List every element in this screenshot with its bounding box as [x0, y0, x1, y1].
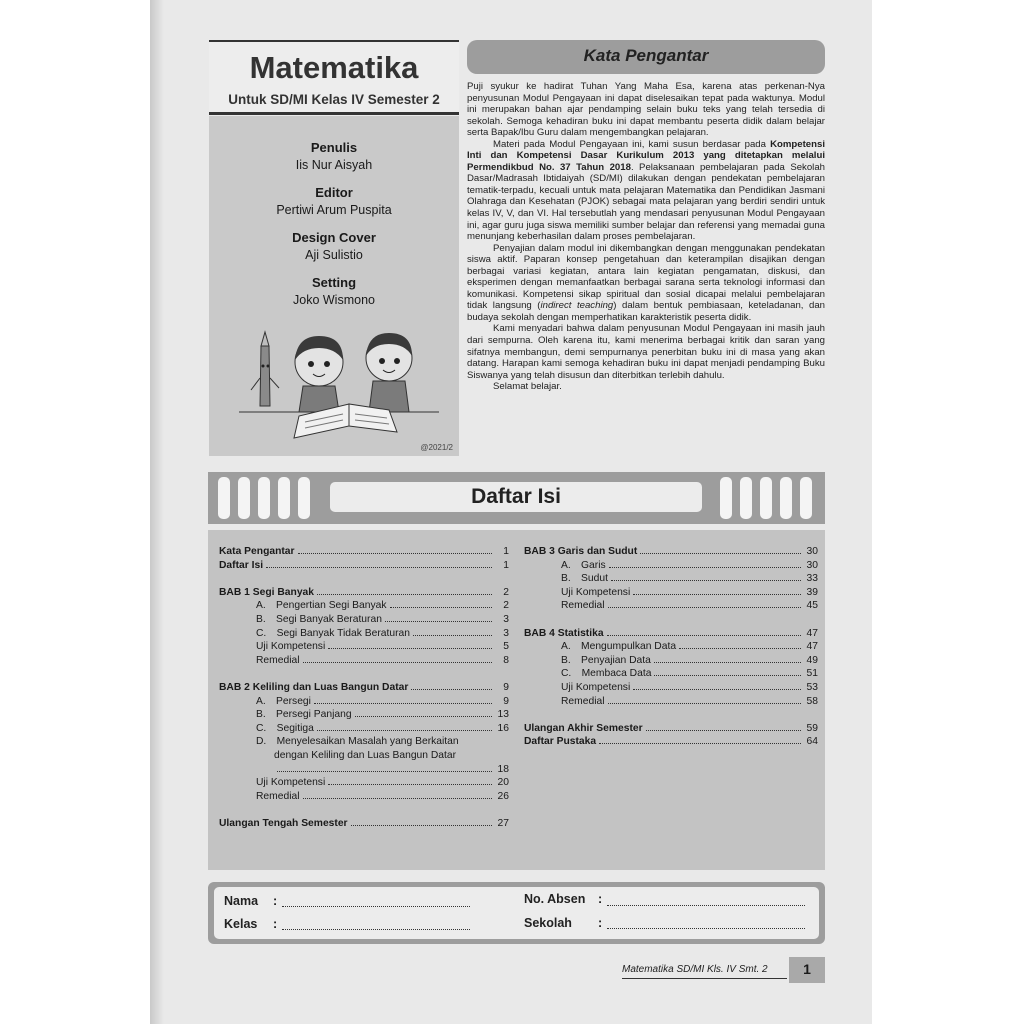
toc-leader-dots [317, 730, 492, 731]
toc-entry [524, 734, 818, 747]
toc-entry-label: dengan Keliling dan Luas Bangun Datar [274, 750, 457, 761]
toc-entry [524, 544, 818, 557]
toc-entry-label: B. Sudut [561, 573, 608, 585]
toc-entry-label: BAB 4 Statistika [524, 627, 604, 639]
footer-book-title: Matematika SD/MI Kls. IV Smt. 2 [622, 964, 768, 975]
toc-leader-dots [385, 621, 492, 622]
toc-entry-label: A. Persegi [256, 695, 311, 707]
toc-entry-label: A. Garis [561, 559, 606, 571]
toc-banner [208, 472, 825, 524]
toc-entry-label: C. Segi Banyak Tidak Beraturan [256, 627, 410, 639]
child-right-icon [366, 333, 412, 412]
toc-panel [208, 530, 825, 870]
toc-entry-page: 1 [503, 559, 509, 571]
preface-p3-start: Penyajian dalam modul ini dikembangkan dengan menggunakan pendekatan siswa aktif. Paparan konsep pengetahuan dan keterampilan disajikan dengan berbagai variasi kegiatan, antara lain kegiatan pengamatan, diskusi, dan eksperimen dengan memanfaatkan berbagai sarana serta teknologi informasi dan komunikasi. Kompetensi sikap spiritual dan sosial dicapai melalui pembelajaran tidak langsung ( [467, 242, 825, 312]
preface-paragraph-3 [467, 243, 825, 324]
toc-entry-page: 53 [806, 682, 818, 693]
toc-leader-dots [607, 635, 801, 636]
toc-entry-label: Daftar Isi [219, 559, 264, 571]
toc-entry-page: 1 [503, 546, 509, 557]
toc-entry [256, 653, 509, 666]
cover-subtitle: Untuk SD/MI Kelas IV Semester 2 [228, 92, 440, 107]
toc-entry-label: Uji Kompetensi [256, 777, 326, 789]
toc-entry-page: 3 [503, 627, 509, 639]
toc-entry-page: 59 [806, 722, 818, 734]
preface-header [467, 40, 825, 74]
toc-entry [256, 775, 509, 788]
toc-entry-page: 26 [497, 790, 509, 802]
toc-entry-page: 30 [806, 559, 818, 571]
toc-entry [219, 558, 509, 571]
toc-title-pill [330, 482, 702, 512]
page-edge-shadow [150, 0, 164, 1024]
absen-field[interactable] [607, 905, 805, 906]
toc-entry-label: B. Segi Banyak Beraturan [256, 614, 382, 625]
toc-entry [561, 571, 818, 584]
toc-entry-page: 20 [497, 777, 509, 789]
toc-entry-label: BAB 2 Keliling dan Luas Bangun Datar [219, 682, 409, 693]
toc-entry [561, 558, 818, 571]
absen-colon: : [598, 892, 603, 906]
credit-name-editor: Pertiwi Arum Puspita [276, 203, 392, 217]
toc-entry [561, 598, 818, 611]
preface-p2-bold: Kompetensi Inti dan Kompetensi Dasar Kurikulum 2013 yang ditetapkan melalui Permendikbud No. 37 Tahun 2018 [467, 138, 825, 173]
toc-entry [561, 666, 818, 679]
sekolah-colon: : [598, 916, 603, 930]
preface-paragraph-4: Kami menyadari bahwa dalam penyusunan Modul Pengayaan ini masih jauh dari sempurna. Oleh karena itu, kami menerima berbagai kritik dan saran yang sifatnya membangun, demi sempurnanya penerbitan buku ini di masa yang akan datang. Harapan kami semoga kehadiran buku ini dapat menjadi pendamping Buku Siswanya yang telah disusun dan diterbitkan terlebih dahulu. [467, 323, 825, 381]
toc-entry-label: B. Penyajian Data [561, 654, 651, 666]
toc-entry-page: 39 [806, 586, 818, 598]
toc-leader-dots [609, 567, 801, 568]
toc-entry-label: C. Membaca Data [561, 668, 652, 680]
student-info-inner [214, 887, 819, 939]
toc-leader-dots [277, 771, 492, 772]
toc-entry-label: Uji Kompetensi [561, 586, 631, 598]
toc-entry-label: Remedial [561, 600, 605, 612]
toc-entry-page: 47 [806, 627, 818, 639]
toc-leader-dots [303, 662, 493, 663]
toc-entry [274, 748, 509, 761]
toc-entry-label: Remedial [256, 654, 300, 666]
toc-leader-dots [611, 580, 801, 581]
toc-entry-page: 58 [806, 695, 818, 707]
toc-leader-dots [303, 798, 493, 799]
toc-entry-label: Remedial [561, 695, 605, 707]
toc-entry-page: 18 [497, 763, 509, 775]
toc-leader-dots [413, 635, 492, 636]
toc-leader-dots [411, 689, 492, 690]
toc-entry [274, 762, 509, 775]
toc-entry-label: B. Persegi Panjang [256, 709, 352, 721]
toc-leader-dots [608, 607, 802, 608]
toc-entry-page: 2 [503, 600, 509, 612]
toc-leader-dots [351, 825, 492, 826]
absen-label: No. Absen [524, 892, 586, 906]
toc-entry-page: 45 [806, 600, 818, 612]
toc-leader-dots [633, 689, 801, 690]
toc-leader-dots [390, 607, 492, 608]
pencil-character-icon [251, 332, 279, 406]
toc-entry [256, 626, 509, 639]
toc-entry [219, 585, 509, 598]
cover-card [209, 40, 459, 456]
toc-entry-label: A. Mengumpulkan Data [561, 641, 677, 653]
toc-leader-dots [654, 675, 801, 676]
preface-title: Kata Pengantar [583, 46, 709, 65]
toc-entry-page: 9 [503, 695, 509, 707]
toc-title: Daftar Isi [471, 485, 561, 508]
toc-entry [524, 626, 818, 639]
sekolah-label: Sekolah [524, 916, 572, 930]
toc-leader-dots [679, 648, 801, 649]
preface-p3-italic: indirect teaching [540, 300, 614, 312]
toc-entry-label: Uji Kompetensi [561, 682, 631, 693]
kelas-label: Kelas [224, 917, 258, 931]
preface-paragraph-2 [467, 139, 825, 243]
toc-entry [561, 694, 818, 707]
cover-title-box [209, 40, 459, 115]
toc-entry [256, 612, 509, 625]
preface-closing: Selamat belajar. [493, 381, 562, 393]
toc-leader-dots [640, 553, 801, 554]
toc-leader-dots [298, 553, 492, 554]
toc-entry-page: 47 [806, 641, 818, 653]
toc-entry [256, 721, 509, 734]
credit-name-design: Aji Sulistio [305, 248, 363, 262]
toc-leader-dots [317, 594, 492, 595]
toc-leader-dots [608, 703, 802, 704]
toc-leader-dots [328, 648, 492, 649]
toc-entry [219, 680, 509, 693]
toc-banner-bars-left [218, 477, 310, 519]
toc-entry-page: 16 [497, 722, 509, 734]
toc-leader-dots [314, 703, 492, 704]
toc-entry-label: Uji Kompetensi [256, 641, 326, 653]
toc-entry [561, 653, 818, 666]
kelas-field[interactable] [282, 929, 470, 930]
toc-entry-page: 30 [806, 546, 818, 557]
toc-entry [561, 680, 818, 693]
toc-entry-page: 5 [503, 641, 509, 653]
page-number-box [789, 957, 825, 983]
credit-name-writer: Iis Nur Aisyah [295, 158, 373, 172]
credit-name-setting: Joko Wismono [293, 293, 375, 307]
toc-entry-label: Daftar Pustaka [524, 736, 597, 748]
toc-entry [256, 694, 509, 707]
footer-rule [622, 978, 787, 979]
toc-leader-dots [328, 784, 492, 785]
toc-leader-dots [599, 743, 801, 744]
toc-leader-dots [266, 567, 492, 568]
preface-paragraph-1: Puji syukur ke hadirat Tuhan Yang Maha Esa, karena atas perkenan-Nya penyusunan Modul Pengayaan ini dapat diselesaikan tepat pada waktunya. Modul ini merupakan bahan ajar pendamping selain buku teks yang telah tersedia di sekolah. Semoga kehadiran buku ini dapat membantu peserta didik dalam belajar serta Bapak/Ibu Guru dalam mengembangkan pelajaran. [467, 81, 825, 139]
toc-entry-page: 27 [497, 818, 509, 829]
toc-entry-page: 64 [806, 736, 818, 748]
toc-entry-page: 2 [503, 586, 509, 598]
toc-leader-dots [355, 716, 492, 717]
cover-title: Matematika [249, 50, 419, 85]
toc-entry [219, 544, 509, 557]
toc-entry-page: 49 [806, 654, 818, 666]
credit-role-editor: Editor [315, 185, 353, 200]
nama-field[interactable] [282, 906, 470, 907]
toc-entry-label: Ulangan Akhir Semester [524, 722, 643, 734]
toc-banner-bars-right [720, 477, 812, 519]
toc-entry [256, 789, 509, 802]
toc-entry [561, 585, 818, 598]
nama-colon: : [273, 894, 278, 908]
preface-p2-start: Materi pada Modul Pengayaan ini, kami susun berdasar pada [493, 138, 771, 150]
toc-entry-page: 3 [503, 614, 509, 625]
toc-entry-page: 8 [503, 654, 509, 666]
children-reading-illustration [239, 326, 439, 448]
toc-entry-label: A. Pengertian Segi Banyak [256, 600, 387, 612]
credit-role-setting: Setting [311, 275, 357, 290]
toc-entry-label: Remedial [256, 790, 300, 802]
toc-leader-dots [646, 730, 801, 731]
preface-p3-end: ) dalam bentuk pembiasaan, keteladanan, dan budaya sekolah dengan memperhatikan karakteristik peserta didik. [467, 300, 825, 323]
toc-entry [256, 639, 509, 652]
toc-leader-dots [633, 594, 801, 595]
toc-entry [219, 816, 509, 829]
toc-leader-dots [654, 662, 801, 663]
toc-entry [561, 639, 818, 652]
page-number: 1 [803, 961, 811, 977]
cover-code: @2021/2 [420, 443, 453, 452]
toc-entry [256, 598, 509, 611]
student-info-box [208, 882, 825, 944]
toc-entry-label: D. Menyelesaikan Masalah yang Berkaitan [256, 736, 459, 748]
toc-entry-label: Ulangan Tengah Semester [219, 818, 348, 829]
preface-p2-end: . Pelaksanaan pembelajaran pada Sekolah Dasar/Madrasah Ibtidaiyah (SD/MI) dilakukan dengan pendekatan pembelajaran tematik-terpadu, kecuali untuk mata pelajaran Matematika dan Pendidikan Jasmani Olahraga dan Kesehatan (PJOK) sebagai mata pelajaran yang berdiri sendiri untuk kelas IV, V, dan VI. Hal tersebutlah yang mendasari penyusunan Modul Pengayaan ini, agar guru juga siswa memiliki sumber belajar dan referensi yang memadai guna menunjang keberhasilan dalam proses pembelajaran. [467, 161, 825, 243]
cover-credits-panel [209, 116, 459, 456]
credit-role-writer: Penulis [310, 140, 358, 155]
kelas-colon: : [273, 917, 278, 931]
nama-label: Nama [224, 894, 259, 908]
toc-entry-label: BAB 1 Segi Banyak [219, 586, 314, 598]
toc-entry-label: C. Segitiga [256, 722, 314, 734]
toc-entry [256, 707, 509, 720]
sekolah-field[interactable] [607, 928, 805, 929]
toc-entry-page: 51 [806, 668, 818, 680]
toc-entry-label: BAB 3 Garis dan Sudut [524, 546, 638, 557]
toc-entry-page: 9 [503, 682, 509, 693]
toc-entry-page: 13 [497, 709, 509, 721]
preface-body [467, 81, 825, 393]
toc-entry [524, 721, 818, 734]
toc-entry [256, 734, 509, 747]
child-left-icon [295, 336, 343, 412]
toc-entry-label: Kata Pengantar [219, 546, 295, 557]
toc-entry-page: 33 [806, 573, 818, 585]
credit-role-design: Design Cover [292, 230, 376, 245]
